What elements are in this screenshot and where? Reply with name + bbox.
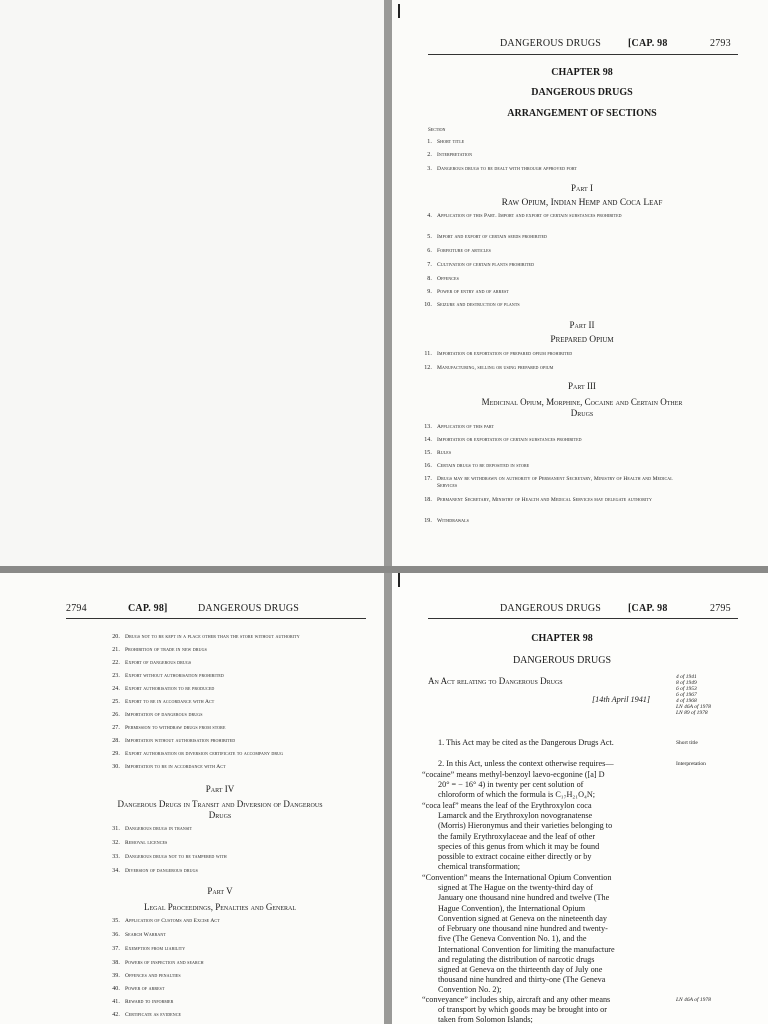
list-item: 2. Interpretation	[427, 152, 473, 158]
list-item: 36. Search Warrant	[112, 932, 166, 938]
part-label: Part I	[571, 183, 593, 193]
part-title-continued: Drugs	[208, 810, 232, 820]
list-item: 22. Export of dangerous drugs	[112, 660, 192, 666]
definition-line: “conveyance” includes ship, aircraft and any other means	[422, 995, 611, 1004]
cap-number: [CAP. 98	[628, 603, 668, 614]
cap-number: CAP. 98]	[128, 603, 168, 614]
list-item: 19. Withdrawals	[424, 518, 469, 524]
page-2794	[0, 573, 384, 1024]
definition-line: thousand nine hundred and thirty-one (The Geneva	[438, 975, 606, 984]
definition-line: signed at Geneva on the thirteenth day of July one	[438, 965, 603, 974]
definition-line: Hague Convention), the International Opium	[438, 904, 586, 913]
long-title: An Act relating to Dangerous Drugs	[428, 676, 563, 686]
list-item: 10. Seizure and destruction of plants	[424, 302, 520, 308]
list-item: 20. Drugs not to be kept in a place other than the store without authority	[112, 634, 300, 640]
definition-line: 20° = − 16° 4) in twenty per cent solution of	[438, 780, 584, 789]
list-item: 12. Manufacturing, selling or using prepared opium	[424, 365, 554, 371]
page-gutter-vertical	[384, 0, 392, 1024]
list-item: 15. Rules	[424, 450, 452, 456]
section-2-intro: 2. In this Act, unless the context otherwise requires—	[438, 759, 614, 768]
list-item: 38. Powers of inspection and search	[112, 960, 204, 966]
part-label: Part III	[568, 381, 596, 391]
list-item: 6. Forfeiture of articles	[427, 248, 491, 254]
list-item: 14. Importation or exportation of certain substances prohibited	[424, 437, 582, 443]
list-item: 33. Dangerous drugs not to be tampered with	[112, 854, 227, 860]
part-title: Legal Proceedings, Penalties and General	[143, 902, 297, 912]
list-item: 17. Drugs may be withdrawn on authority of Permanent Secretary, Ministry of Health and Medical Services	[424, 476, 673, 489]
cap-number: [CAP. 98	[628, 38, 668, 49]
list-item: 4. Application of this Part. Import and export of certain substances prohibited	[427, 213, 622, 219]
margin-note: 6 of 1967	[676, 692, 697, 698]
margin-note: 8 of 1949	[676, 680, 697, 686]
list-item: 37. Exemption from liability	[112, 946, 186, 952]
list-item: 13. Application of this part	[424, 424, 495, 430]
part-label: Part V	[207, 886, 233, 896]
list-item: 11. Importation or exportation of prepared opium prohibited	[424, 351, 573, 357]
margin-note: LN 46A of 1978	[676, 704, 711, 710]
part-title: Dangerous Drugs in Transit and Diversion of Dangerous	[117, 799, 323, 809]
part-label: Part II	[569, 320, 595, 330]
header-rule	[66, 618, 366, 619]
definition-line: of transport by which goods may be brought into or	[438, 1005, 607, 1014]
act-heading: DANGEROUS DRUGS	[531, 87, 633, 98]
running-title: DANGEROUS DRUGS	[500, 38, 602, 49]
list-item: 35. Application of Customs and Excise Act	[112, 918, 220, 924]
section-1: 1. This Act may be cited as the Dangerous Drugs Act.	[438, 738, 614, 747]
list-item: 41. Reward to informer	[112, 999, 174, 1005]
definition-line: “Convention” means the International Opium Convention	[422, 873, 612, 882]
list-item: 25. Export to be in accordance with Act	[112, 699, 215, 705]
list-item: 30. Importation to be in accordance with Act	[112, 764, 226, 770]
list-item: 40. Power of arrest	[112, 986, 165, 992]
list-item: 7. Cultivation of certain plants prohibited	[427, 262, 535, 268]
page-2793	[392, 0, 768, 566]
list-item: 5. Import and export of certain seeds prohibited	[427, 234, 547, 240]
blank-page	[0, 0, 384, 566]
definition-line: signed at The Hague on the twenty-third day of	[438, 883, 593, 892]
definition-line: chloroform of which the formula is C₁₇H₂₁O₄N;	[438, 790, 596, 799]
definition-line: “coca leaf” means the leaf of the Erythroxylon coca	[422, 801, 592, 810]
margin-note-conveyance: LN 46A of 1978	[676, 997, 711, 1003]
list-item: 18. Permanent Secretary, Ministry of Health and Medical Services may delegate authority	[424, 497, 652, 503]
list-item: 28. Importation without authorisation prohibited	[112, 738, 236, 744]
list-item: 42. Certificate as evidence	[112, 1012, 182, 1018]
list-item: 27. Permission to withdraw drugs from store	[112, 725, 226, 731]
list-item: 16. Certain drugs to be deposited in store	[424, 463, 530, 469]
definition-line: the family Erythroxylaceae and the leaf of other	[438, 832, 596, 841]
list-item: 21. Prohibition of trade in new drugs	[112, 647, 207, 653]
chapter-heading: CHAPTER 98	[531, 633, 593, 644]
section-label: Section	[428, 128, 446, 133]
page-2795	[392, 573, 768, 1024]
definition-line: Lamarck and the Erythroxylon novogranatense	[438, 811, 593, 820]
act-heading: DANGEROUS DRUGS	[512, 655, 612, 666]
margin-note: 4 of 1968	[676, 698, 697, 704]
margin-note-interpretation: Interpretation	[676, 761, 706, 767]
definition-line: International Convention for limiting the manufacture	[438, 945, 615, 954]
running-title: DANGEROUS DRUGS	[500, 603, 602, 614]
page-number: 2794	[66, 603, 87, 614]
header-rule	[428, 618, 738, 619]
definition-line: of February one thousand nine hundred and twenty-	[438, 924, 608, 933]
arrangement-heading: ARRANGEMENT OF SECTIONS	[507, 108, 657, 119]
part-label: Part IV	[205, 784, 235, 794]
definition-line: taken from Solomon Islands;	[438, 1015, 533, 1024]
list-item: 32. Removal licences	[112, 840, 168, 846]
list-item: 24. Export authorisation to be produced	[112, 686, 215, 692]
list-item: 9. Power of entry and of arrest	[427, 289, 509, 295]
page-gutter-horizontal	[0, 566, 768, 573]
definition-line: (Morris) Hieronymus and their varieties belonging to	[438, 821, 613, 830]
definition-line: Convention No. 2);	[438, 985, 502, 994]
page-number: 2795	[710, 603, 731, 614]
page-number: 2793	[710, 38, 731, 49]
running-title: DANGEROUS DRUGS	[198, 603, 300, 614]
header-rule	[428, 54, 738, 55]
list-item: 8. Offences	[427, 276, 459, 282]
definition-line: species of this genus from which it may be found	[438, 842, 600, 851]
margin-note: LN 89 of 1978	[676, 710, 708, 716]
definition-line: chemical transformation;	[438, 862, 521, 871]
commencement-date: [14th April 1941]	[592, 695, 651, 704]
margin-note-short-title: Short title	[676, 740, 698, 746]
binding-mark	[398, 573, 400, 587]
definition-line: Convention signed at Geneva on the nineteenth day	[438, 914, 607, 923]
list-item: 34. Diversion of dangerous drugs	[112, 868, 198, 874]
list-item: 1. Short title	[427, 139, 465, 145]
definition-line: “cocaine” means methyl-benzoyl laevo-ecgonine ([a] D	[422, 770, 605, 779]
definition-line: possible to extract cocaine either directly or by	[438, 852, 592, 861]
list-item: 3. Dangerous drugs to be dealt with through approved port	[427, 166, 577, 172]
list-item: 26. Importation of dangerous drugs	[112, 712, 203, 718]
chapter-heading: CHAPTER 98	[551, 67, 613, 78]
definition-line: and regulating the distribution of narcotic drugs	[438, 955, 595, 964]
definition-line: January one thousand nine hundred and twelve (The	[438, 893, 610, 902]
list-item: 39. Offences and penalties	[112, 973, 181, 979]
definition-line: five (The Geneva Convention No. 1), and the	[438, 934, 587, 943]
list-item: 29. Export authorisation or diversion certificate to accompany drug	[112, 751, 284, 757]
binding-mark	[398, 4, 400, 18]
list-item: 31. Dangerous drugs in transit	[112, 826, 193, 832]
margin-note: 6 of 1953	[676, 686, 697, 692]
margin-note: 4 of 1941	[676, 674, 697, 680]
part-title-continued: Drugs	[570, 408, 594, 418]
list-item: 23. Export without authorisation prohibited	[112, 673, 224, 679]
part-title: Raw Opium, Indian Hemp and Coca Leaf	[501, 198, 663, 208]
part-title: Medicinal Opium, Morphine, Cocaine and Certain Other	[481, 397, 683, 407]
part-title: Prepared Opium	[550, 335, 614, 345]
